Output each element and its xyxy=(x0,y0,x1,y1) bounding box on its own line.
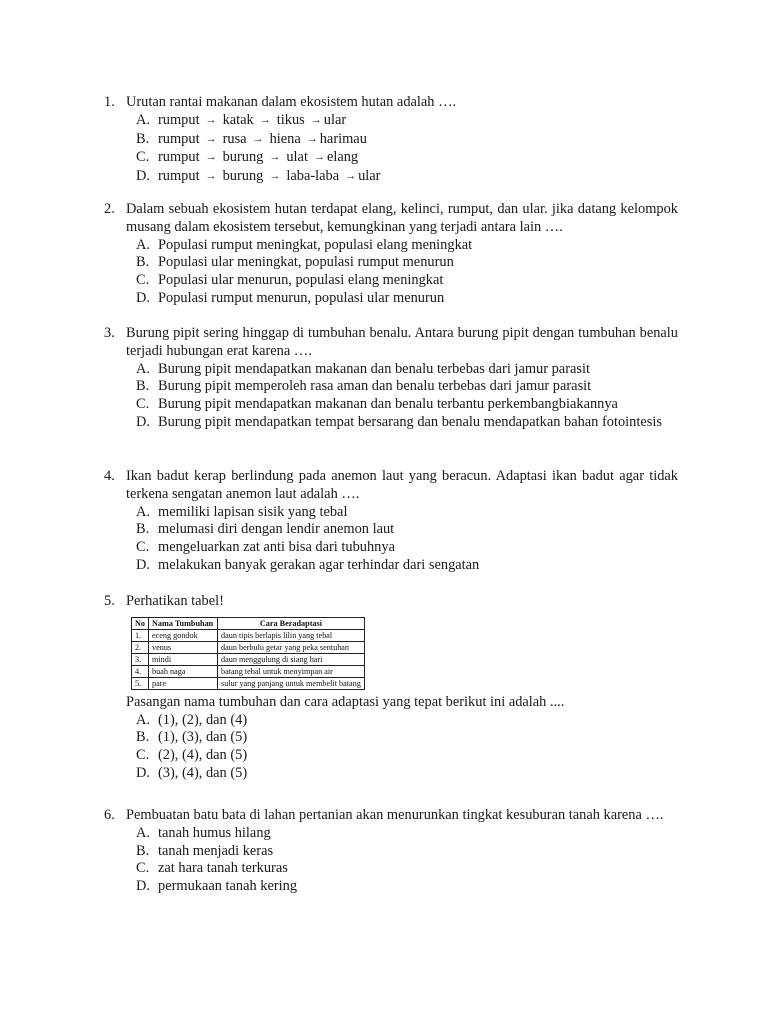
option-text: Populasi rumput menurun, populasi ular menurun xyxy=(158,289,445,306)
arrow-right-icon: → xyxy=(252,132,264,145)
question-stem: Perhatikan tabel! xyxy=(126,593,224,609)
option-letter: A. xyxy=(136,360,150,377)
arrow-right-icon: → xyxy=(205,113,217,126)
option-letter: C. xyxy=(136,860,150,877)
option-d xyxy=(136,765,678,783)
option-letter: D. xyxy=(136,556,150,573)
table-cell: daun menggulung di siang hari xyxy=(218,653,365,665)
table-row xyxy=(132,629,365,641)
option-letter: A. xyxy=(136,824,150,841)
option-text: (2), (4), dan (5) xyxy=(158,747,248,764)
option-b xyxy=(136,131,678,150)
question-5 xyxy=(104,593,678,783)
question-body xyxy=(126,617,678,712)
option-b xyxy=(136,843,678,861)
option-letter: C. xyxy=(136,747,150,764)
chain-organism: burung xyxy=(222,149,264,166)
chain-organism: ular xyxy=(323,111,347,128)
question-number: 2. xyxy=(104,201,115,217)
option-d xyxy=(136,168,678,187)
option-a xyxy=(136,504,678,522)
option-text: Burung pipit mendapatkan makanan dan benalu terbantu perkembangbiakannya xyxy=(158,396,618,413)
table-row xyxy=(132,665,365,677)
option-letter: B. xyxy=(136,378,150,395)
arrow-right-icon: → xyxy=(205,132,217,145)
option-letter: B. xyxy=(136,521,150,538)
option-text: Populasi ular meningkat, populasi rumput menurun xyxy=(158,254,454,271)
table-cell: eceng gondok xyxy=(149,629,218,641)
option-letter: B. xyxy=(136,842,150,859)
arrow-right-icon: → xyxy=(205,151,217,164)
option-text: memiliki lapisan sisik yang tebal xyxy=(158,503,348,520)
option-text: melakukan banyak gerakan agar terhindar dari sengatan xyxy=(158,556,480,573)
question-number: 6. xyxy=(104,807,115,823)
option-letter: A. xyxy=(136,111,150,128)
column-header-no: No xyxy=(132,617,149,629)
question-stem: Urutan rantai makanan dalam ekosistem hutan adalah …. xyxy=(126,94,457,110)
question-stem: Ikan badut kerap berlindung pada anemon laut yang beracun. Adaptasi ikan badut agar tidak terkena sengatan anemon laut adalah …. xyxy=(126,468,678,502)
food-chain xyxy=(158,131,678,150)
food-chain xyxy=(158,168,678,187)
arrow-right-icon: → xyxy=(205,170,217,183)
arrow-right-icon: → xyxy=(306,132,318,145)
chain-organism: elang xyxy=(326,149,359,166)
option-letter: C. xyxy=(136,539,150,556)
option-letter: D. xyxy=(136,168,150,185)
column-header-nama-tumbuhan: Nama Tumbuhan xyxy=(149,617,218,629)
table-cell: buah naga xyxy=(149,665,218,677)
question-prompt: Pasangan nama tumbuhan dan cara adaptasi yang tepat berikut ini adalah .... xyxy=(126,693,565,710)
option-text: (1), (3), dan (5) xyxy=(158,729,248,746)
option-letter: D. xyxy=(136,878,150,895)
question-number: 1. xyxy=(104,94,115,110)
option-letter: B. xyxy=(136,254,150,271)
option-letter: A. xyxy=(136,503,150,520)
chain-organism: rumput xyxy=(158,168,200,185)
option-b xyxy=(136,521,678,539)
option-c xyxy=(136,860,678,878)
option-list xyxy=(136,712,678,783)
option-a xyxy=(136,361,678,379)
option-b xyxy=(136,254,678,272)
option-text: Populasi ular menurun, populasi elang meningkat xyxy=(158,272,444,289)
option-text: Burung pipit mendapatkan tempat bersarang dan benalu mendapatkan bahan fotointesis xyxy=(158,413,662,430)
question-stem: Dalam sebuah ekosistem hutan terdapat elang, kelinci, rumput, dan ular. jika datang kelompok musang dalam ekosistem tersebut, kemungkinan yang terjadi antara lain …. xyxy=(126,201,678,235)
option-letter: C. xyxy=(136,396,150,413)
adaptation-table xyxy=(131,617,365,690)
option-list xyxy=(136,237,678,308)
option-letter: A. xyxy=(136,711,150,728)
option-c xyxy=(136,396,678,414)
food-chain xyxy=(158,149,678,168)
question-4 xyxy=(104,468,678,575)
option-c xyxy=(136,272,678,290)
table-row xyxy=(132,653,365,665)
table-cell: sulur yang panjang untuk membelit batang xyxy=(218,677,365,689)
option-b xyxy=(136,729,678,747)
option-text: (1), (2), dan (4) xyxy=(158,711,248,728)
table-cell: 1. xyxy=(132,629,149,641)
option-list xyxy=(136,112,678,187)
question-number: 5. xyxy=(104,593,115,609)
question-stem: Pembuatan batu bata di lahan pertanian akan menurunkan tingkat kesuburan tanah karena …. xyxy=(126,807,664,823)
option-list xyxy=(136,504,678,575)
table-cell: batang tebal untuk menyimpan air xyxy=(218,665,365,677)
table-cell: 5. xyxy=(132,677,149,689)
option-d xyxy=(136,878,678,896)
arrow-right-icon: → xyxy=(313,151,325,164)
arrow-right-icon: → xyxy=(269,151,281,164)
question-2 xyxy=(104,201,678,308)
question-3 xyxy=(104,325,678,432)
option-c xyxy=(136,149,678,168)
table-cell: 2. xyxy=(132,641,149,653)
option-c xyxy=(136,747,678,765)
option-letter: C. xyxy=(136,149,150,166)
option-text: Populasi rumput meningkat, populasi elang meningkat xyxy=(158,236,473,253)
table-row xyxy=(132,677,365,689)
table-cell: pare xyxy=(149,677,218,689)
option-letter: B. xyxy=(136,729,150,746)
table-cell: 4. xyxy=(132,665,149,677)
option-a xyxy=(136,112,678,131)
chain-organism: ular xyxy=(358,168,381,185)
option-letter: B. xyxy=(136,130,150,147)
option-letter: C. xyxy=(136,272,150,289)
question-1 xyxy=(104,94,678,187)
option-text: mengeluarkan zat anti bisa dari tubuhnya xyxy=(158,539,395,556)
table-cell: 3. xyxy=(132,653,149,665)
option-list xyxy=(136,361,678,432)
chain-organism: tikus xyxy=(276,111,305,128)
chain-organism: rumput xyxy=(158,130,200,147)
arrow-right-icon: → xyxy=(310,113,322,126)
chain-organism: laba-laba xyxy=(286,168,340,185)
option-letter: D. xyxy=(136,764,150,781)
option-letter: A. xyxy=(136,236,150,253)
option-text: tanah humus hilang xyxy=(158,824,271,841)
arrow-right-icon: → xyxy=(345,170,357,183)
table-cell: daun berbulu getar yang peka sentuhan xyxy=(218,641,365,653)
option-text: Burung pipit memperoleh rasa aman dan benalu terbebas dari jamur parasit xyxy=(158,378,592,395)
arrow-right-icon: → xyxy=(259,113,271,126)
option-d xyxy=(136,290,678,308)
column-header-cara-beradaptasi: Cara Beradaptasi xyxy=(218,617,365,629)
chain-organism: rusa xyxy=(222,130,247,147)
chain-organism: ulat xyxy=(286,149,308,166)
food-chain xyxy=(158,112,678,131)
option-a xyxy=(136,825,678,843)
option-letter: D. xyxy=(136,413,150,430)
table-cell: daun tipis berlapis lilin yang tebal xyxy=(218,629,365,641)
option-text: permukaan tanah kering xyxy=(158,878,298,895)
arrow-right-icon: → xyxy=(269,170,281,183)
question-number: 3. xyxy=(104,325,115,341)
option-a xyxy=(136,237,678,255)
option-d xyxy=(136,557,678,575)
option-a xyxy=(136,712,678,730)
chain-organism: rumput xyxy=(158,111,200,128)
option-c xyxy=(136,539,678,557)
chain-organism: harimau xyxy=(319,130,367,147)
option-text: tanah menjadi keras xyxy=(158,842,274,859)
option-text: melumasi diri dengan lendir anemon laut xyxy=(158,521,395,538)
option-list xyxy=(136,825,678,896)
option-letter: D. xyxy=(136,289,150,306)
option-b xyxy=(136,378,678,396)
option-text: zat hara tanah terkuras xyxy=(158,860,288,877)
option-text: Burung pipit mendapatkan makanan dan benalu terbebas dari jamur parasit xyxy=(158,360,590,377)
option-text: (3), (4), dan (5) xyxy=(158,764,248,781)
option-d xyxy=(136,414,678,432)
question-6 xyxy=(104,807,678,896)
table-cell: mindi xyxy=(149,653,218,665)
chain-organism: burung xyxy=(222,168,264,185)
chain-organism: rumput xyxy=(158,149,200,166)
chain-organism: katak xyxy=(222,111,254,128)
table-cell: venus xyxy=(149,641,218,653)
question-stem: Burung pipit sering hinggap di tumbuhan benalu. Antara burung pipit dengan tumbuhan benalu terjadi hubungan erat karena …. xyxy=(126,325,678,359)
table-header-row xyxy=(132,617,365,629)
question-number: 4. xyxy=(104,468,115,484)
table-row xyxy=(132,641,365,653)
chain-organism: hiena xyxy=(269,130,301,147)
